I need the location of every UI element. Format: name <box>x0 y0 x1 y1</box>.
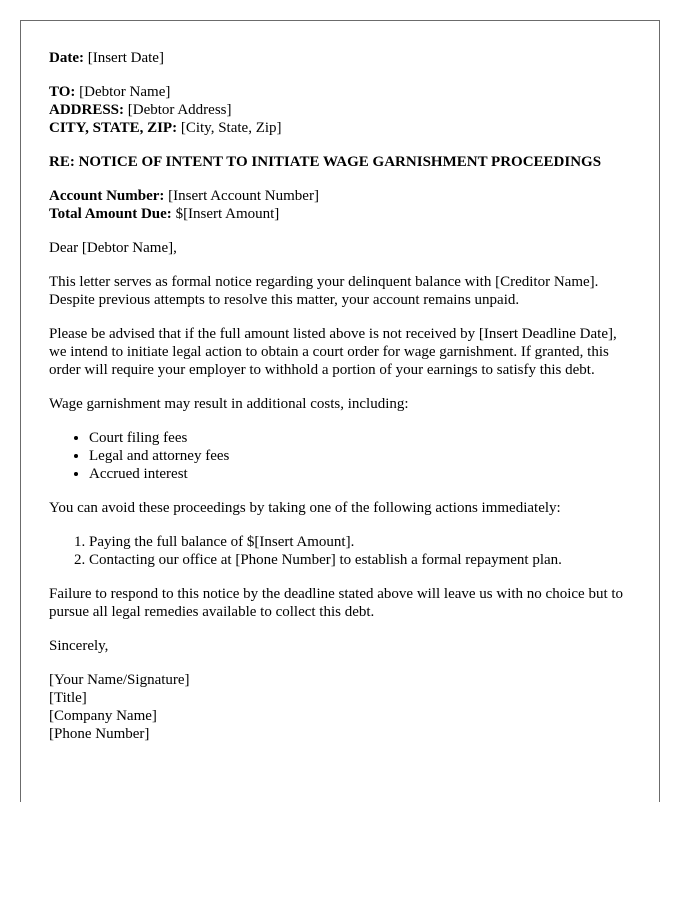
costs-list <box>49 429 634 483</box>
list-item: 1. Paying the full balance of $[Insert Amount]. <box>89 533 634 551</box>
recipient-block <box>49 83 634 137</box>
address-line <box>49 101 634 119</box>
to-line <box>49 83 634 101</box>
address-label: ADDRESS: <box>49 102 125 118</box>
account-number-value: [Insert Account Number] <box>164 188 319 204</box>
city-state-zip-line <box>49 119 634 137</box>
list-item: • Accrued interest <box>89 465 634 483</box>
city-state-zip-label: CITY, STATE, ZIP: <box>49 120 178 136</box>
signature-name: [Your Name/Signature] <box>49 672 190 688</box>
amount-due-label: Total Amount Due: <box>49 206 172 222</box>
list-item: • Legal and attorney fees <box>89 447 634 465</box>
letter-content <box>49 49 634 759</box>
account-number-line <box>49 187 634 205</box>
salutation: Dear [Debtor Name], <box>49 240 177 256</box>
account-block <box>49 187 634 223</box>
paragraph-warning: Failure to respond to this notice by the deadline stated above will leave us with no choice but to pursue all legal remedies available to collect this debt. <box>49 586 624 620</box>
to-value: [Debtor Name] <box>75 84 171 100</box>
list-item: 2. Contacting our office at [Phone Number] to establish a formal repayment plan. <box>89 551 634 569</box>
paragraph-intent: Please be advised that if the full amount listed above is not received by [Insert Deadline Date], we intend to initiate legal action to obtain a court order for wage garnishment. If granted, this order will require your employer to withhold a portion of your earnings to satisfy this debt. <box>49 326 617 378</box>
date-value: [Insert Date] <box>83 50 164 66</box>
closing: Sincerely, <box>49 638 109 654</box>
amount-due-value: $[Insert Amount] <box>171 206 280 222</box>
paragraph-costs-intro: Wage garnishment may result in additional costs, including: <box>49 396 409 412</box>
paragraph-notice: This letter serves as formal notice regarding your delinquent balance with [Creditor Name]. Despite previous attempts to resolve this matter, your account remains unpaid. <box>49 274 599 308</box>
subject-line: RE: NOTICE OF INTENT TO INITIATE WAGE GARNISHMENT PROCEEDINGS <box>49 154 602 170</box>
amount-due-line <box>49 205 634 223</box>
paragraph-actions-intro: You can avoid these proceedings by taking one of the following actions immediately: <box>49 500 561 516</box>
date-label: Date: <box>49 50 84 66</box>
signature-phone: [Phone Number] <box>49 726 150 742</box>
signature-company: [Company Name] <box>49 708 157 724</box>
list-item: • Court filing fees <box>89 429 634 447</box>
to-label: TO: <box>49 84 76 100</box>
signature-block <box>49 671 634 743</box>
city-state-zip-value: [City, State, Zip] <box>177 120 282 136</box>
letter-page <box>20 20 660 802</box>
signature-title: [Title] <box>49 690 87 706</box>
account-number-label: Account Number: <box>49 188 165 204</box>
date-line <box>49 49 634 67</box>
actions-list <box>49 533 634 569</box>
address-value: [Debtor Address] <box>124 102 232 118</box>
